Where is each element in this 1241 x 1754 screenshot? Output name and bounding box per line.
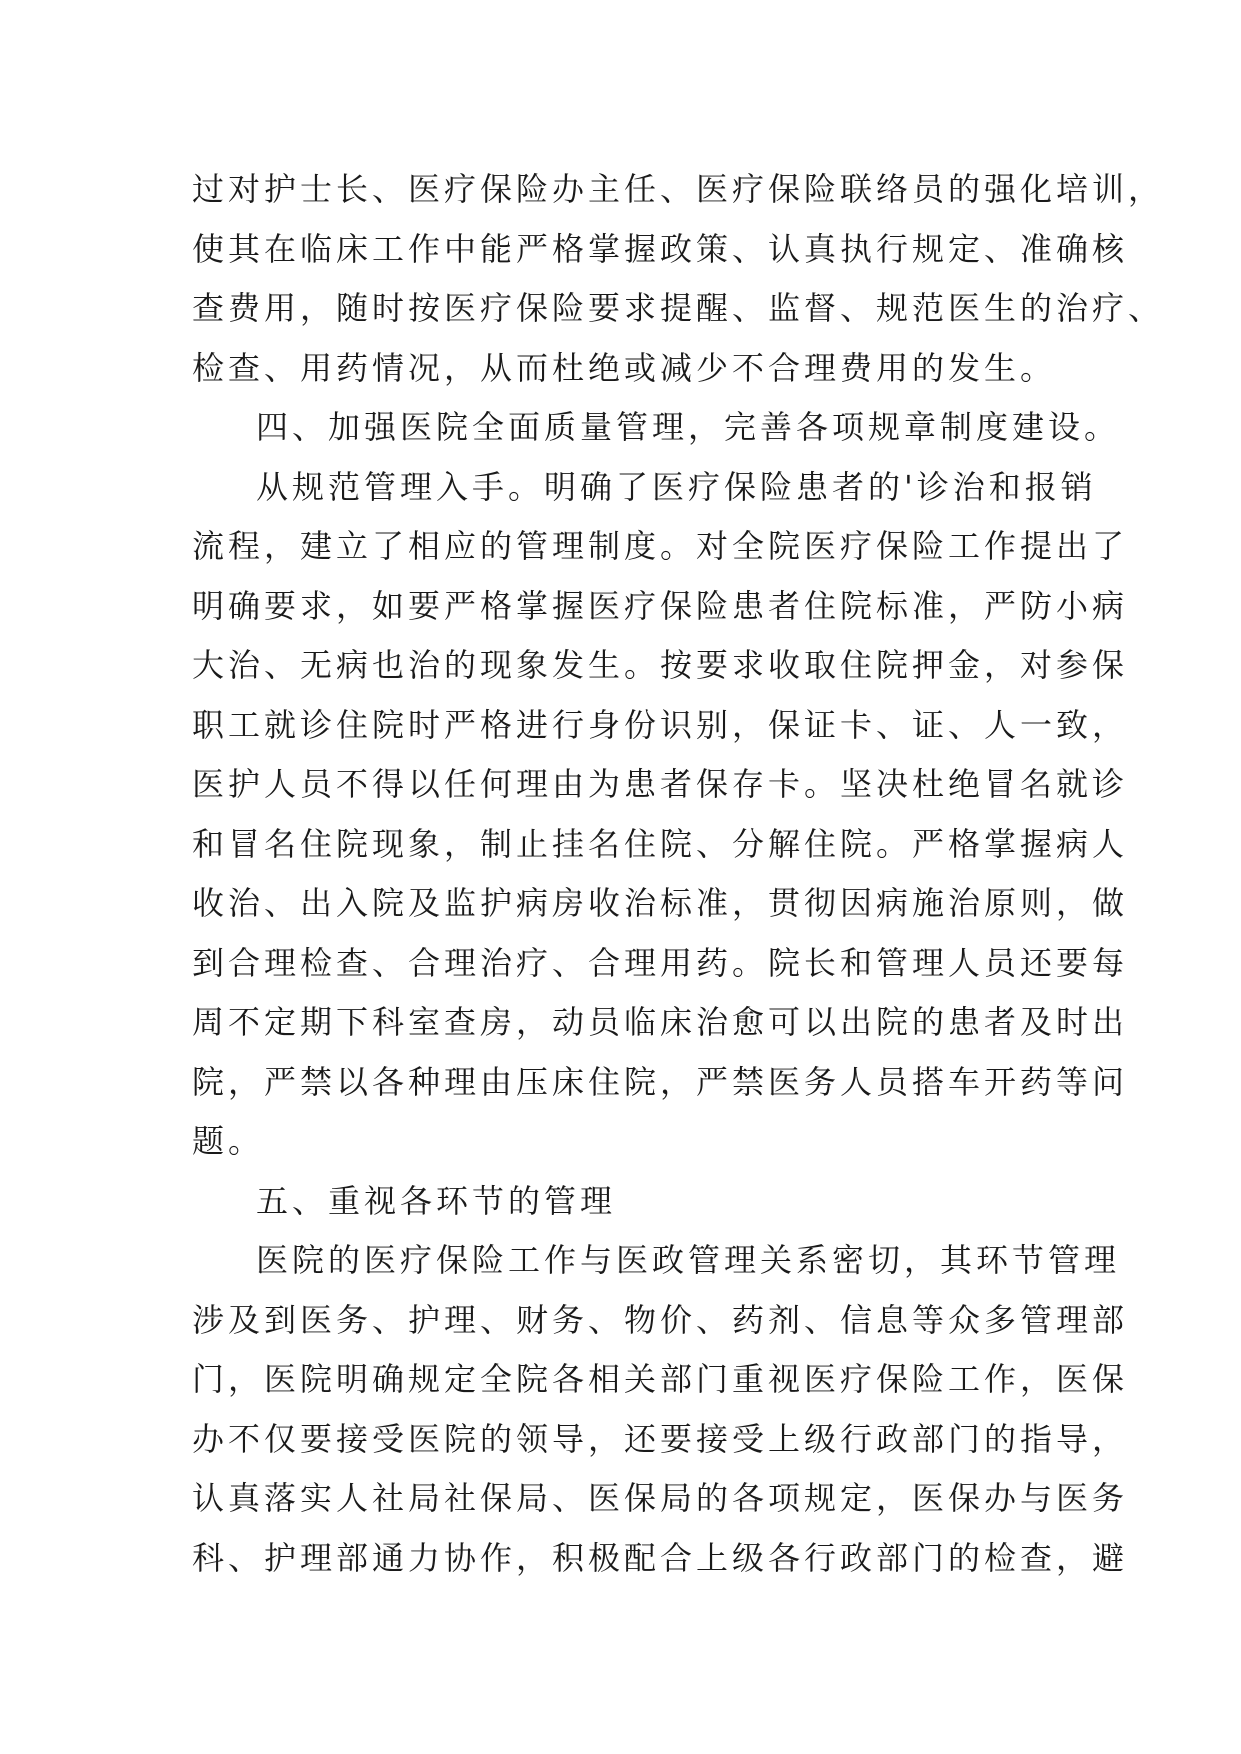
text-line: 职工就诊住院时严格进行身份识别，保证卡、证、人一致，: [192, 705, 1129, 744]
paragraph-first-line: 医院的医疗保险工作与医政管理关系密切，其环节管理: [256, 1241, 1121, 1279]
text-line: 认真落实人社局社保局、医保局的各项规定，医保办与医务: [192, 1479, 1129, 1517]
text-line: 题。: [192, 1122, 265, 1160]
text-line: 使其在临床工作中能严格掌握政策、认真执行规定、准确核: [192, 229, 1129, 268]
text-line: 医护人员不得以任何理由为患者保存卡。坚决杜绝冒名就诊: [192, 765, 1129, 803]
text-line: 涉及到医务、护理、财务、物价、药剂、信息等众多管理部: [192, 1300, 1129, 1339]
text-line: 周不定期下科室查房，动员临床治愈可以出院的患者及时出: [192, 1003, 1129, 1041]
text-line: 办不仅要接受医院的领导，还要接受上级行政部门的指导，: [192, 1419, 1129, 1458]
text-line: 门，医院明确规定全院各相关部门重视医疗保险工作，医保: [192, 1360, 1129, 1398]
text-line: 流程，建立了相应的管理制度。对全院医疗保险工作提出了: [192, 527, 1129, 565]
text-line: 查费用，随时按医疗保险要求提醒、监督、规范医生的治疗、: [192, 289, 1165, 327]
text-line: 院，严禁以各种理由压床住院，严禁医务人员搭车开药等问: [192, 1062, 1129, 1101]
section-heading-five: 五、重视各环节的管理: [256, 1181, 617, 1220]
section-heading-four: 四、加强医院全面质量管理，完善各项规章制度建设。: [256, 408, 1121, 446]
text-line: 到合理检查、合理治疗、合理用药。院长和管理人员还要每: [192, 943, 1129, 982]
text-line: 科、护理部通力协作，积极配合上级各行政部门的检查，避: [192, 1538, 1129, 1577]
text-line: 和冒名住院现象，制止挂名住院、分解住院。严格掌握病人: [192, 824, 1129, 863]
text-line: 检查、用药情况，从而杜绝或减少不合理费用的发生。: [192, 348, 1057, 387]
text-line: 明确要求，如要严格掌握医疗保险患者住院标准，严防小病: [192, 586, 1129, 625]
paragraph-first-line: 从规范管理入手。明确了医疗保险患者的'诊治和报销: [256, 467, 1097, 506]
text-line: 收治、出入院及监护病房收治标准，贯彻因病施治原则，做: [192, 884, 1129, 922]
document-body: [192, 160, 1165, 1588]
text-line: 过对护士长、医疗保险办主任、医疗保险联络员的强化培训，: [192, 170, 1165, 208]
text-line: 大治、无病也治的现象发生。按要求收取住院押金，对参保: [192, 646, 1129, 684]
